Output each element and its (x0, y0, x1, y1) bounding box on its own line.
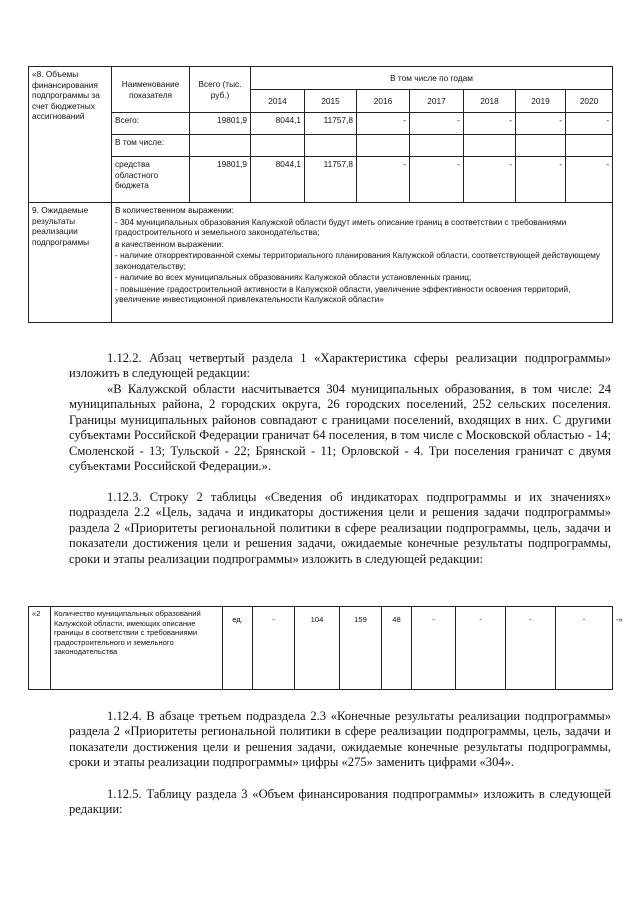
expected-results (112, 203, 613, 323)
cell-value: 104 (295, 607, 340, 690)
unit: ед. (223, 607, 253, 690)
paragraph-1-12-5: 1.12.5. Таблицу раздела 3 «Объем финансирования подпрограммы» изложить в следующей редакции: (69, 787, 611, 817)
row9-label: 9. Ожидаемые результаты реализации подпрограммы (29, 203, 112, 323)
result-line: - наличие во всех муниципальных образованиях Калужской области установленных границ; (115, 272, 472, 282)
cell-value: 11757,8 (305, 113, 357, 135)
row-total (190, 135, 251, 157)
year-2020: 2020 (566, 90, 613, 113)
indicator-table (28, 606, 623, 690)
cell-value: - (456, 607, 506, 690)
cell-value: - (566, 113, 613, 135)
cell-value: - (357, 157, 410, 203)
row-name: В том числе: (112, 135, 190, 157)
cell-value (357, 135, 410, 157)
year-2014: 2014 (251, 90, 305, 113)
cell-value (305, 135, 357, 157)
paragraph-quote-kaluga: «В Калужской области насчитывается 304 муниципальных образования, в том числе: 24 муниципальных района, 2 городских округа, 26 городских поселений, 252 сельских поселения. Границы муниципальных районов совпадают с границами поселений, входящих в них. С другими субъектами Российской Федерации граничат 64 поселения, в том числе с Московской областью - 14; Смоленской - 13; Тульской - 22; Брянской - 11; Орловской - 4. Три поселения граничат с двумя субъектами Российской Федерации.». (69, 382, 611, 474)
cell-value: - (566, 157, 613, 203)
result-line: в качественном выражении: (115, 238, 224, 249)
row-number: «2 (29, 607, 51, 690)
cell-value: - (556, 607, 613, 690)
cell-value: - (516, 157, 566, 203)
cell-value: 159 (340, 607, 382, 690)
paragraph-1-12-3: 1.12.3. Строку 2 таблицы «Сведения об индикаторах подпрограммы и их значениях» подраздела 2.2 «Цель, задача и индикаторы достижения цели и решения задачи подпрограммы» раздела 2 «Приоритеты региональной политики в сфере реализации подпрограммы, цель, задачи и показатели достижения цели и решения задачи, ожидаемые конечные результаты подпрограммы, сроки и этапы реализации подпрограммы» изложить в следующей редакции: (69, 490, 611, 566)
table-row (29, 113, 613, 135)
row-total: 19801,9 (190, 113, 251, 135)
year-2018: 2018 (464, 90, 516, 113)
table-row: «2 Количество муниципальных образований Калужской области, имеющих описание границы в соответствии с требованиями градостроительного и земельного законодательства ед. - 104 159 48 - - - - -» (29, 607, 613, 690)
financing-table (28, 66, 613, 323)
result-line: В количественном выражении: (115, 205, 234, 215)
cell-value (516, 135, 566, 157)
cell-value: - (410, 157, 464, 203)
result-line: - повышение градостроительной активности в Калужской области, увеличение эффективности освоения территорий, увеличение инвестиционной привлекательности Калужской области» (115, 283, 571, 304)
cell-value: 8044,1 (251, 113, 305, 135)
cell-value: - (253, 607, 295, 690)
cell-value (464, 135, 516, 157)
header-years: В том числе по годам (251, 67, 613, 90)
cell-value (251, 135, 305, 157)
indicator-name: Количество муниципальных образований Калужской области, имеющих описание границы в соответствии с требованиями градостроительного и земельного законодательства (51, 607, 223, 690)
table-row (29, 135, 613, 157)
cell-value (566, 135, 613, 157)
paragraph-1-12-4: 1.12.4. В абзаце третьем подраздела 2.3 «Конечные результаты реализации подпрограммы» раздела 2 «Приоритеты региональной политики в сфере реализации подпрограммы, цель, задачи и показатели достижения цели и решения задачи, ожидаемые конечные результаты подпрограммы, сроки и этапы реализации подпрограммы» цифры «275» заменить цифрами «304». (69, 709, 611, 770)
result-line: - 304 муниципальных образования Калужской области будут иметь описание границ в соответствии с требованиями градостроительного и земельного законодательства; (115, 216, 567, 237)
cell-value: 48 (382, 607, 412, 690)
cell-value: - (464, 157, 516, 203)
cell-value (410, 135, 464, 157)
row-name: средства областного бюджета (112, 157, 190, 203)
row8-label: «8. Объемы финансирования подпрограммы за счет бюджетных ассигнований (29, 67, 112, 203)
cell-value: - (506, 607, 556, 690)
paragraph-1-12-2: 1.12.2. Абзац четвертый раздела 1 «Характеристика сферы реализации подпрограммы» изложить в следующей редакции: (69, 351, 611, 381)
year-2015: 2015 (305, 90, 357, 113)
result-line: - наличие откорректированной схемы территориального планирования Калужской области, соответствующей действующему законодательству; (115, 250, 601, 271)
year-2019: 2019 (516, 90, 566, 113)
cell-value: 8044,1 (251, 157, 305, 203)
cell-value: - (412, 607, 456, 690)
row-total: 19801,9 (190, 157, 251, 203)
row-name: Всего: (112, 113, 190, 135)
year-2017: 2017 (410, 90, 464, 113)
header-indicator-name: Наименование показателя (112, 67, 190, 113)
cell-value: - (516, 113, 566, 135)
cell-value: - (464, 113, 516, 135)
table-row (29, 157, 613, 203)
year-2016: 2016 (357, 90, 410, 113)
cell-value: 11757,8 (305, 157, 357, 203)
cell-value: - (357, 113, 410, 135)
header-total: Всего (тыс. руб.) (190, 67, 251, 113)
cell-value: - (410, 113, 464, 135)
